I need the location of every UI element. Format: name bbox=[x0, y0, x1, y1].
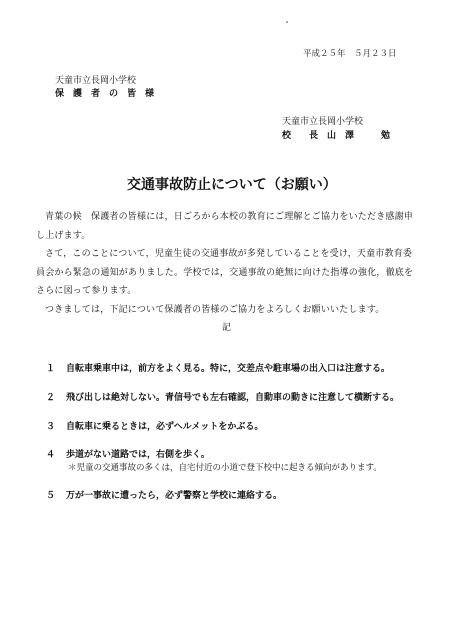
item-number: １ bbox=[46, 364, 56, 374]
item-number: ４ bbox=[46, 450, 56, 460]
body-text bbox=[36, 208, 416, 319]
sender-school: 天童市立長岡小学校 bbox=[282, 117, 364, 127]
body-paragraph: 青葉の候 保護者の皆様には，日ごろから本校の教育にご理解とご協力をいただき感謝申し上げます。 bbox=[36, 212, 414, 241]
item-text: 万が一事故に遭ったら，必ず警察と学校に連絡する。 bbox=[66, 491, 283, 501]
body-paragraph: さて，このことについて，児童生徒の交通事故が多発していることを受け，天童市教育委員会から緊急の通知がありました。学校では，交通事故の絶無に向けた指導の強化，徹底をさらに図って参ります。 bbox=[36, 249, 414, 296]
item-number: ３ bbox=[46, 422, 56, 432]
issue-date: 平成２５年 ５月２３日 bbox=[303, 49, 397, 59]
recipient-guardians: 保 護 者 の 皆 様 bbox=[55, 89, 155, 99]
document-title: 交通事故防止について（お願い） bbox=[127, 177, 337, 193]
item-note: ＊児童の交通事故の多くは，自宅付近の小道で登下校中に起きる傾向があります。 bbox=[68, 463, 382, 473]
item-text: 自転車乗車中は，前方をよく見る。特に，交差点や駐車場の出入口は注意する。 bbox=[66, 364, 391, 374]
item-text: 歩道がない道路では，右側を歩く。 bbox=[66, 450, 210, 460]
item-text: 自転車に乗るときは，必ずヘルメットをかぶる。 bbox=[66, 422, 264, 432]
recipient-school: 天童市立長岡小学校 bbox=[55, 76, 137, 86]
body-paragraph: つきましては，下記について保護者の皆様のご協力をよろしくお願いいたします。 bbox=[45, 304, 385, 315]
item-number: ５ bbox=[46, 491, 56, 501]
item-number: ２ bbox=[46, 393, 56, 403]
ki-heading: 記 bbox=[222, 323, 232, 333]
sender-principal: 校 長 山 澤 勉 bbox=[282, 131, 391, 141]
item-text: 飛び出しは絶対しない。青信号でも左右確認，自動車の動きに注意して横断する。 bbox=[66, 393, 400, 403]
scan-mark bbox=[286, 21, 288, 23]
